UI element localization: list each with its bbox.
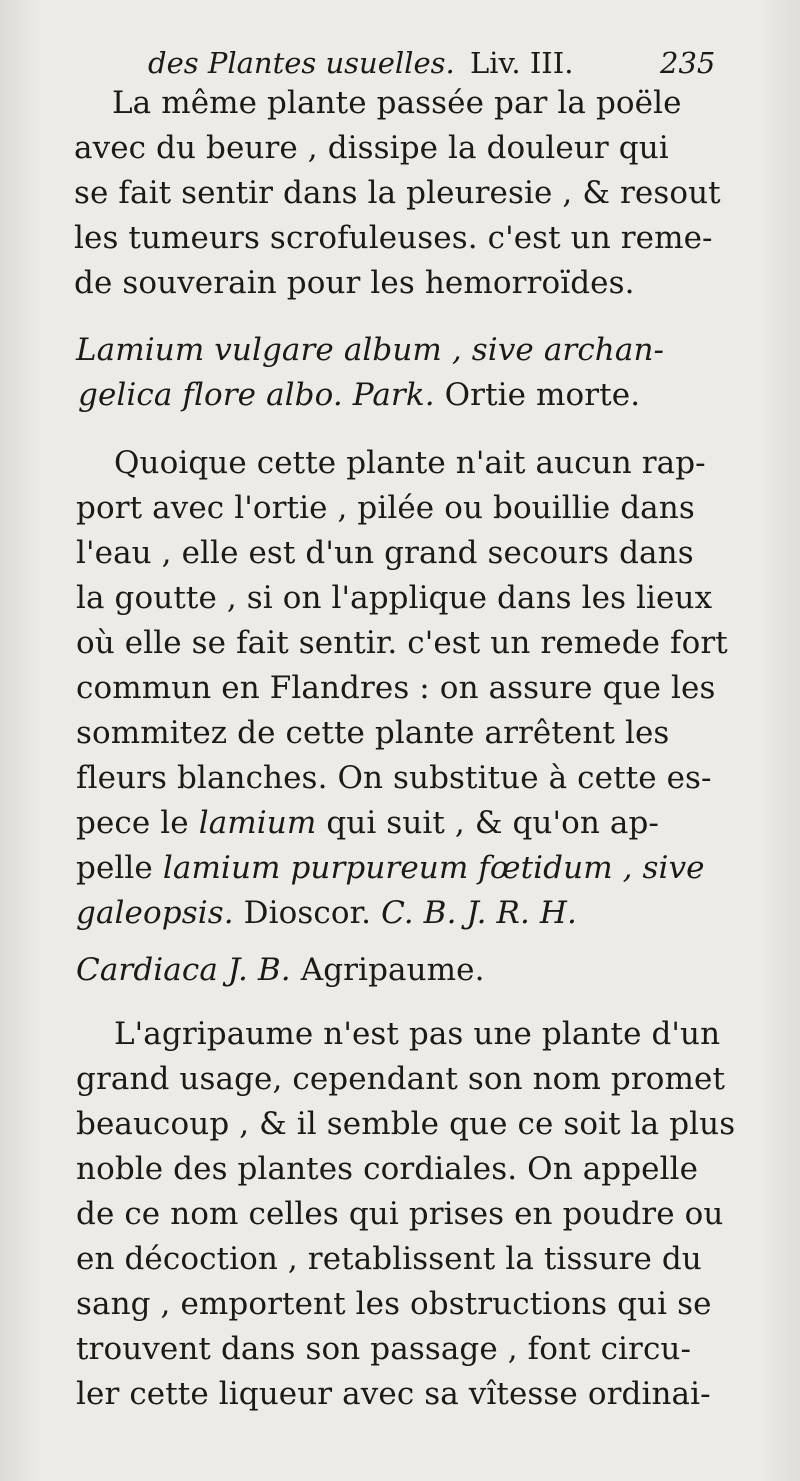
book-number: Liv. III.: [469, 46, 574, 80]
text-line: de ce nom celles qui prises en poudre ou: [76, 1196, 724, 1232]
text-line: en décoction , retablissent la tissure du: [76, 1241, 702, 1277]
page-number: 235: [660, 46, 716, 80]
text-line: où elle se fait sentir. c'est un remede fort: [76, 625, 728, 661]
author-abbreviations: C. B. J. R. H.: [381, 895, 577, 931]
text-line: sang , emportent les obstructions qui se: [76, 1286, 712, 1322]
text-line: la goutte , si on l'applique dans les lieux: [76, 580, 713, 616]
text-line: commun en Flandres : on assure que les: [76, 670, 716, 706]
text-line: La même plante passée par la poële: [112, 85, 682, 121]
text-line: [76, 803, 659, 843]
text-run: qui suit , & qu'on ap-: [326, 805, 659, 841]
text-line: port avec l'ortie , pilée ou bouillie dans: [76, 490, 695, 526]
text-line: fleurs blanches. On substitue à cette es-: [76, 760, 712, 796]
text-run: Dioscor.: [243, 895, 372, 931]
text-line: se fait sentir dans la pleuresie , & resout: [74, 175, 721, 211]
latin-term: galeopsis.: [76, 895, 234, 931]
text-run: pelle: [76, 850, 153, 886]
plant-heading-lamium-line2: [78, 375, 640, 415]
latin-term: lamium purpureum fœtidum , sive: [162, 850, 705, 886]
plant-heading-cardiaca: [76, 950, 485, 990]
latin-name: gelica flore albo. Park.: [78, 377, 435, 413]
text-line: avec du beure , dissipe la douleur qui: [74, 130, 669, 166]
text-line: grand usage, cependant son nom promet: [76, 1061, 726, 1097]
text-line: [76, 893, 577, 933]
text-line: ler cette liqueur avec sa vîtesse ordinai-: [76, 1376, 711, 1412]
text-line: noble des plantes cordiales. On appelle: [76, 1151, 699, 1187]
text-line: L'agripaume n'est pas une plante d'un: [114, 1016, 721, 1052]
running-title: des Plantes usuelles.: [148, 46, 455, 80]
text-line: les tumeurs scrofuleuses. c'est un reme-: [74, 220, 713, 256]
running-header: [148, 46, 768, 86]
text-line: de souverain pour les hemorroïdes.: [74, 265, 635, 301]
common-name: Ortie morte.: [444, 377, 641, 413]
common-name: Agripaume.: [300, 952, 485, 988]
text-run: pece le: [76, 805, 189, 841]
latin-name: Cardiaca J. B.: [76, 952, 291, 988]
text-line: beaucoup , & il semble que ce soit la plus: [76, 1106, 736, 1142]
text-line: l'eau , elle est d'un grand secours dans: [76, 535, 694, 571]
plant-heading-lamium: Lamium vulgare album , sive archan-: [76, 332, 665, 368]
text-line: Quoique cette plante n'ait aucun rap-: [114, 445, 706, 481]
text-line: trouvent dans son passage , font circu-: [76, 1331, 692, 1367]
text-line: [76, 848, 705, 888]
text-line: sommitez de cette plante arrêtent les: [76, 715, 670, 751]
latin-term: lamium: [198, 805, 317, 841]
